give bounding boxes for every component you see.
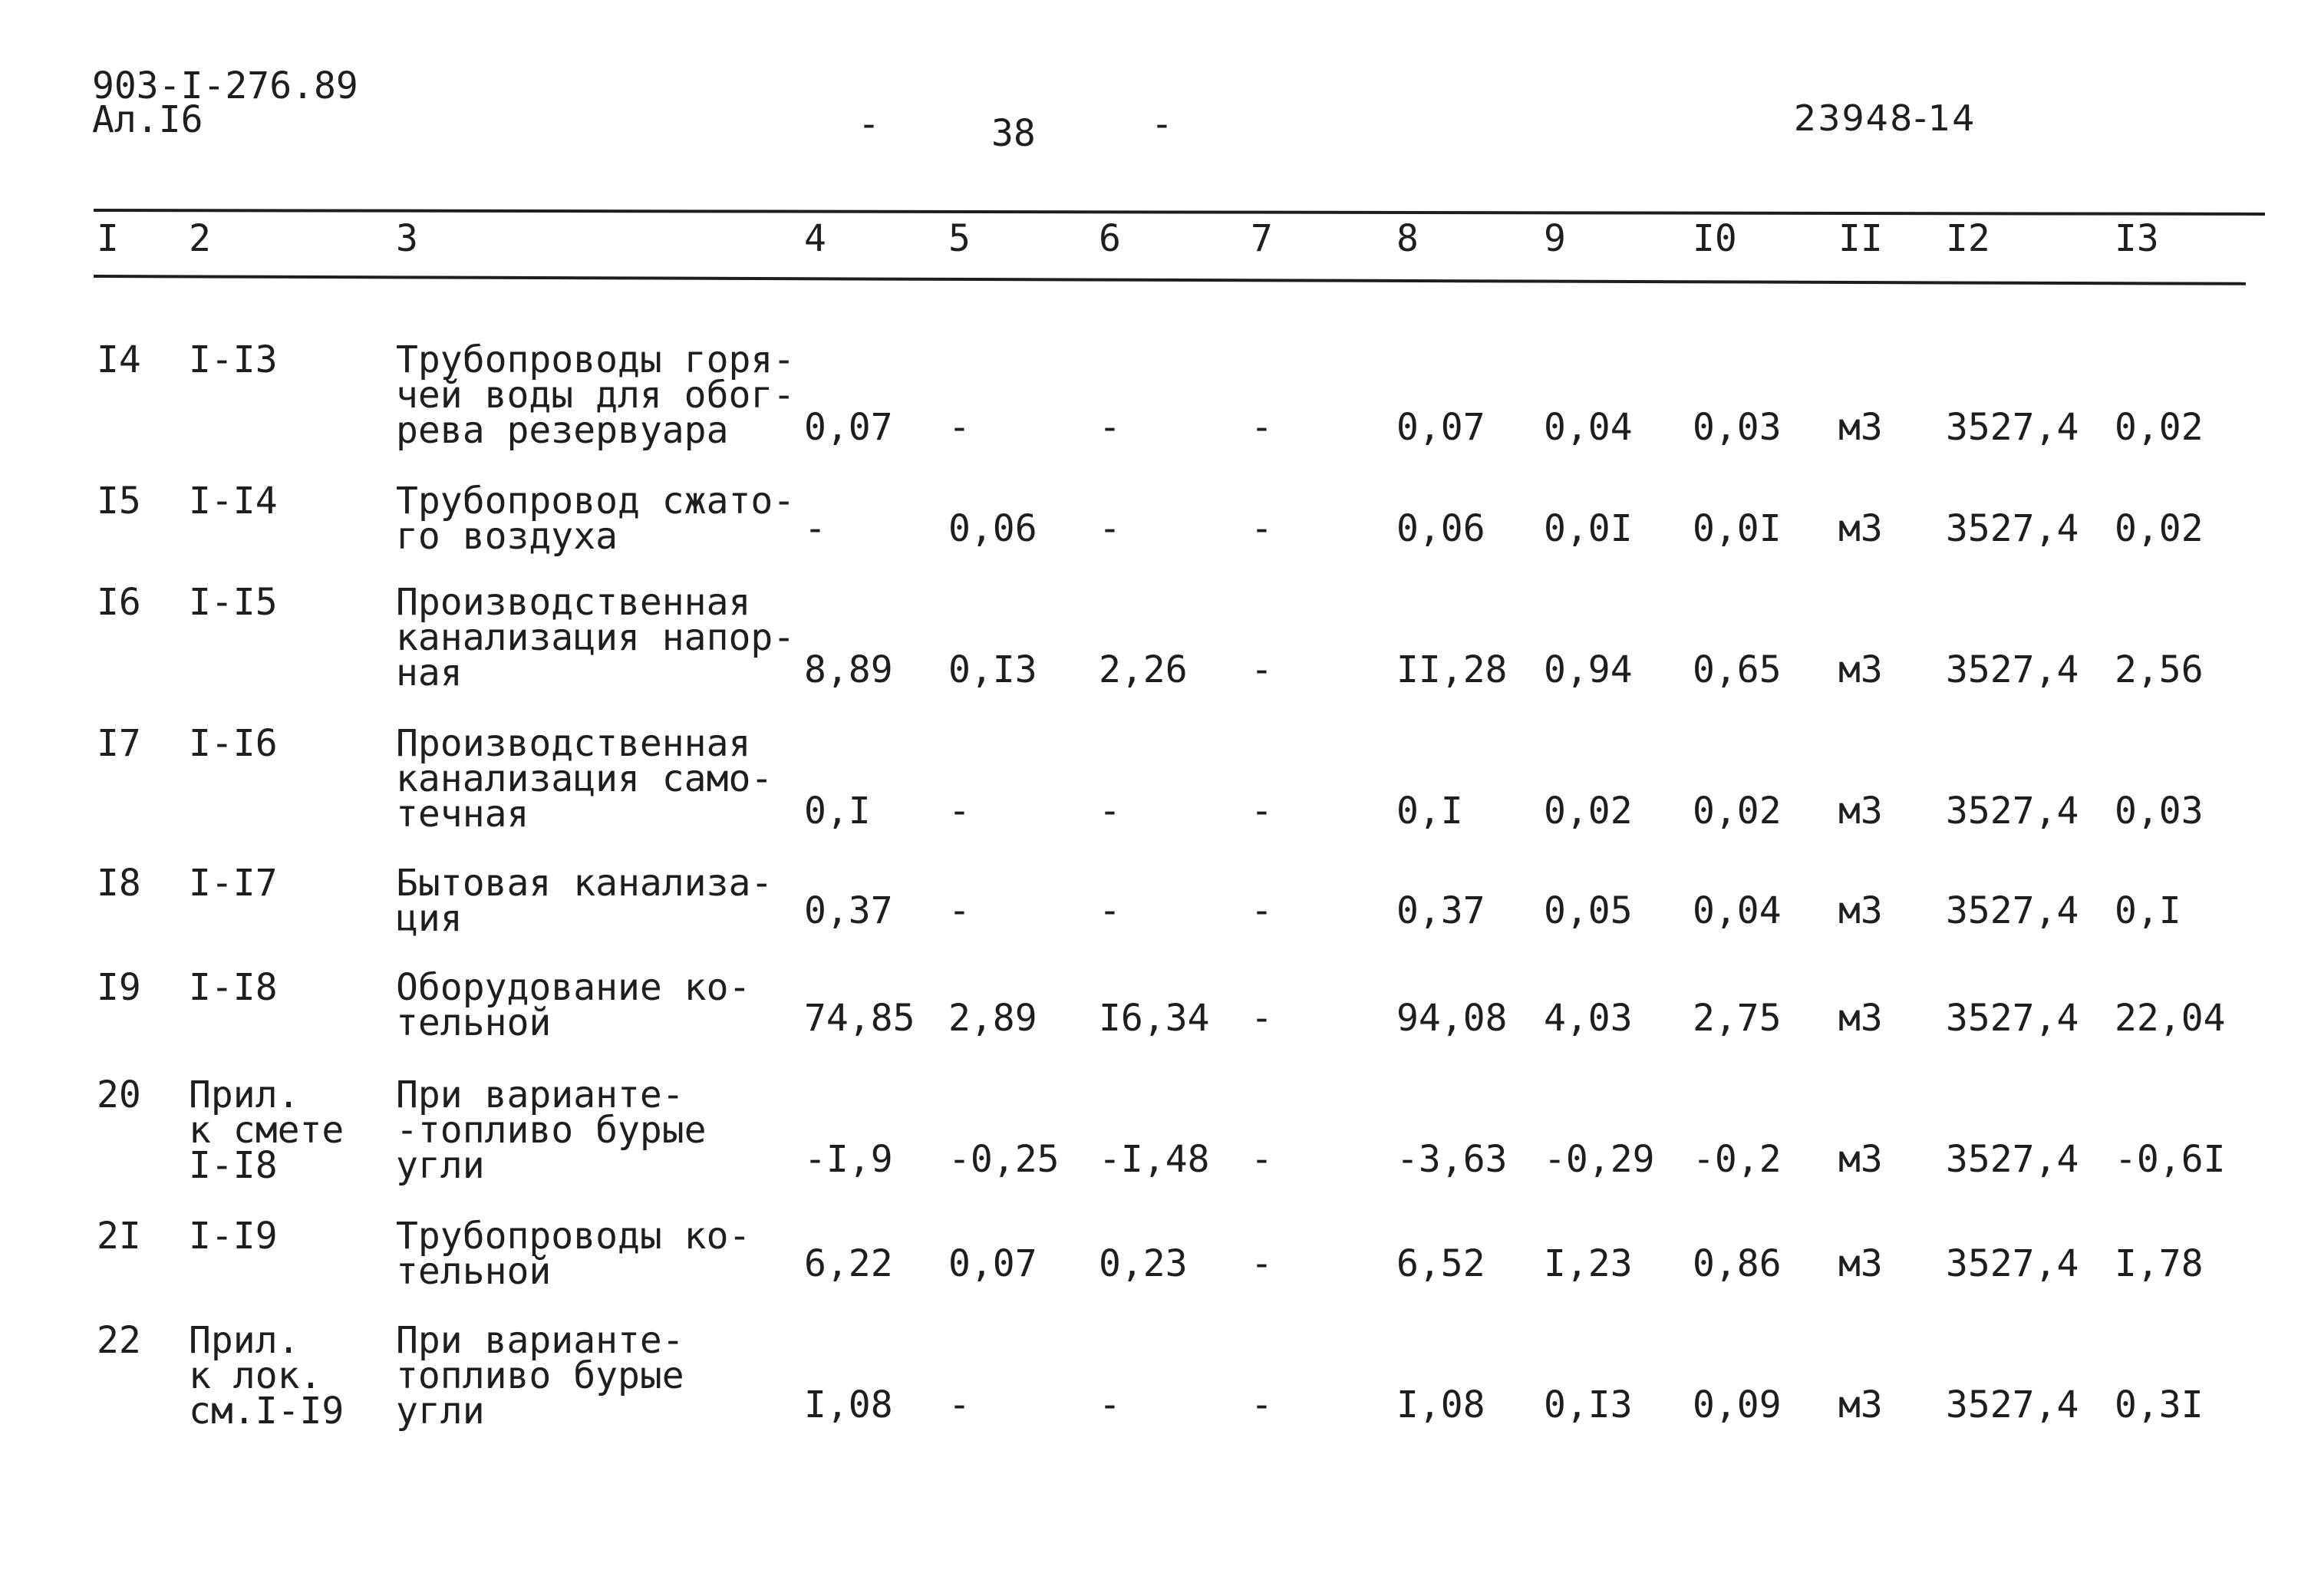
cell-c7: - [1251,406,1273,449]
cell-c4: I,08 [804,1383,893,1426]
cell-unit: м3 [1838,889,1883,932]
table-header-rule [94,275,2246,285]
cell-c10: 0,03 [1693,406,1782,449]
column-header-1: I [97,217,119,260]
cell-c7: - [1251,648,1273,691]
cell-c13: 0,02 [2115,406,2204,449]
cell-ref: I-I8 [189,966,278,1009]
cell-unit: м3 [1838,997,1883,1040]
cell-c4: 0,I [804,790,871,833]
cell-c12: 3527,4 [1946,889,2079,932]
cell-c13: -0,6I [2115,1138,2226,1181]
cell-c9: 0,I3 [1544,1383,1633,1426]
cell-c9: 0,05 [1544,889,1633,932]
cell-c6: - [1099,406,1121,449]
cell-c4: -I,9 [804,1138,893,1181]
cell-ref: I-I4 [189,480,278,523]
cell-c4: 8,89 [804,648,893,691]
column-header-4: 4 [804,217,826,260]
cell-name: Производственная канализация напор- ная [396,581,796,694]
cell-c8: 94,08 [1396,997,1508,1040]
cell-c9: I,23 [1544,1242,1633,1285]
cell-n: 22 [97,1319,141,1362]
cell-c7: - [1251,889,1273,932]
cell-c5: - [948,889,971,932]
cell-c8: 0,I [1396,790,1463,833]
cell-ref: Прил. к смете I-I8 [189,1073,345,1187]
cell-c13: 0,I [2115,889,2181,932]
cell-c5: - [948,790,971,833]
cell-c7: - [1251,1383,1273,1426]
column-header-13: I3 [2115,217,2159,260]
cell-name: При варианте- -топливо бурые угли [396,1073,707,1187]
cell-c12: 3527,4 [1946,1242,2079,1285]
cell-c10: 0,09 [1693,1383,1782,1426]
cell-ref: Прил. к лок. см.I-I9 [189,1319,345,1433]
cell-c10: 0,65 [1693,648,1782,691]
cell-c6: - [1099,790,1121,833]
cell-c8: I,08 [1396,1383,1485,1426]
cell-name: Трубопровод сжато- го воздуха [396,480,796,558]
cell-c12: 3527,4 [1946,648,2079,691]
cell-unit: м3 [1838,1242,1883,1285]
cell-c4: 6,22 [804,1242,893,1285]
cell-c10: 0,02 [1693,790,1782,833]
cell-n: I6 [97,581,141,624]
cell-c12: 3527,4 [1946,1383,2079,1426]
cell-c5: 2,89 [948,997,1037,1040]
cell-unit: м3 [1838,1138,1883,1181]
sheet-label: Ал.I6 [92,98,203,141]
cell-ref: I-I3 [189,338,278,381]
cell-ref: I-I9 [189,1215,278,1258]
cell-c5: - [948,406,971,449]
cell-n: 2I [97,1215,141,1258]
cell-c13: 0,03 [2115,790,2204,833]
stamp-number: 23948-14 [1794,97,1976,139]
cell-c9: 0,94 [1544,648,1633,691]
column-header-7: 7 [1251,217,1273,260]
cell-c9: 0,02 [1544,790,1633,833]
cell-name: Производственная канализация само- течная [396,722,773,836]
cell-c6: 2,26 [1099,648,1188,691]
cell-n: I5 [97,480,141,523]
cell-n: I4 [97,338,141,381]
cell-ref: I-I5 [189,581,278,624]
cell-c13: 0,3I [2115,1383,2204,1426]
cell-n: I7 [97,722,141,765]
cell-c5: 0,06 [948,507,1037,550]
cell-c12: 3527,4 [1946,1138,2079,1181]
column-header-12: I2 [1946,217,1990,260]
cell-ref: I-I6 [189,722,278,765]
cell-n: 20 [97,1073,141,1116]
cell-c10: -0,2 [1693,1138,1782,1181]
cell-c6: - [1099,889,1121,932]
cell-n: I8 [97,862,141,905]
cell-c7: - [1251,1138,1273,1181]
cell-c4: 0,37 [804,889,893,932]
cell-n: I9 [97,966,141,1009]
page-dash-right: - [1151,103,1173,146]
cell-c6: - [1099,507,1121,550]
cell-c12: 3527,4 [1946,507,2079,550]
document-code: 903-I-276.89 [92,64,358,107]
cell-c13: 22,04 [2115,997,2226,1040]
cell-c12: 3527,4 [1946,406,2079,449]
cell-c9: 0,0I [1544,507,1633,550]
cell-c8: 0,07 [1396,406,1485,449]
cell-c5: - [948,1383,971,1426]
cell-c6: 0,23 [1099,1242,1188,1285]
cell-c8: II,28 [1396,648,1508,691]
cell-name: Бытовая канализа- ция [396,862,773,940]
cell-c8: 6,52 [1396,1242,1485,1285]
cell-c13: 2,56 [2115,648,2204,691]
column-header-3: 3 [396,217,418,260]
cell-c10: 0,86 [1693,1242,1782,1285]
cell-name: Оборудование ко- тельной [396,966,751,1044]
cell-c7: - [1251,997,1273,1040]
cell-c13: I,78 [2115,1242,2204,1285]
cell-c9: -0,29 [1544,1138,1655,1181]
cell-c4: - [804,507,826,550]
column-header-6: 6 [1099,217,1121,260]
page-dash-left: - [858,103,880,146]
cell-c10: 0,04 [1693,889,1782,932]
cell-c7: - [1251,790,1273,833]
column-header-10: I0 [1693,217,1737,260]
page-number: 38 [991,112,1036,155]
cell-unit: м3 [1838,790,1883,833]
column-header-11: II [1838,217,1883,260]
cell-c7: - [1251,507,1273,550]
cell-c10: 2,75 [1693,997,1782,1040]
column-header-9: 9 [1544,217,1566,260]
cell-name: Трубопроводы горя- чей воды для обог- рева резервуара [396,338,796,452]
cell-c12: 3527,4 [1946,790,2079,833]
cell-c6: -I,48 [1099,1138,1210,1181]
cell-name: При варианте- топливо бурые угли [396,1319,684,1433]
cell-c6: I6,34 [1099,997,1210,1040]
cell-c4: 74,85 [804,997,915,1040]
cell-c10: 0,0I [1693,507,1782,550]
cell-ref: I-I7 [189,862,278,905]
cell-c6: - [1099,1383,1121,1426]
cell-c12: 3527,4 [1946,997,2079,1040]
cell-c5: -0,25 [948,1138,1060,1181]
cell-c8: -3,63 [1396,1138,1508,1181]
cell-unit: м3 [1838,1383,1883,1426]
cell-unit: м3 [1838,406,1883,449]
cell-c8: 0,06 [1396,507,1485,550]
cell-c5: 0,I3 [948,648,1037,691]
cell-c5: 0,07 [948,1242,1037,1285]
cell-name: Трубопроводы ко- тельной [396,1215,751,1293]
cell-c9: 0,04 [1544,406,1633,449]
cell-c7: - [1251,1242,1273,1285]
table-top-rule [94,209,2265,216]
cell-c9: 4,03 [1544,997,1633,1040]
column-header-5: 5 [948,217,971,260]
cell-c8: 0,37 [1396,889,1485,932]
cell-c4: 0,07 [804,406,893,449]
cell-c13: 0,02 [2115,507,2204,550]
column-header-8: 8 [1396,217,1419,260]
column-header-2: 2 [189,217,211,260]
cell-unit: м3 [1838,507,1883,550]
cell-unit: м3 [1838,648,1883,691]
